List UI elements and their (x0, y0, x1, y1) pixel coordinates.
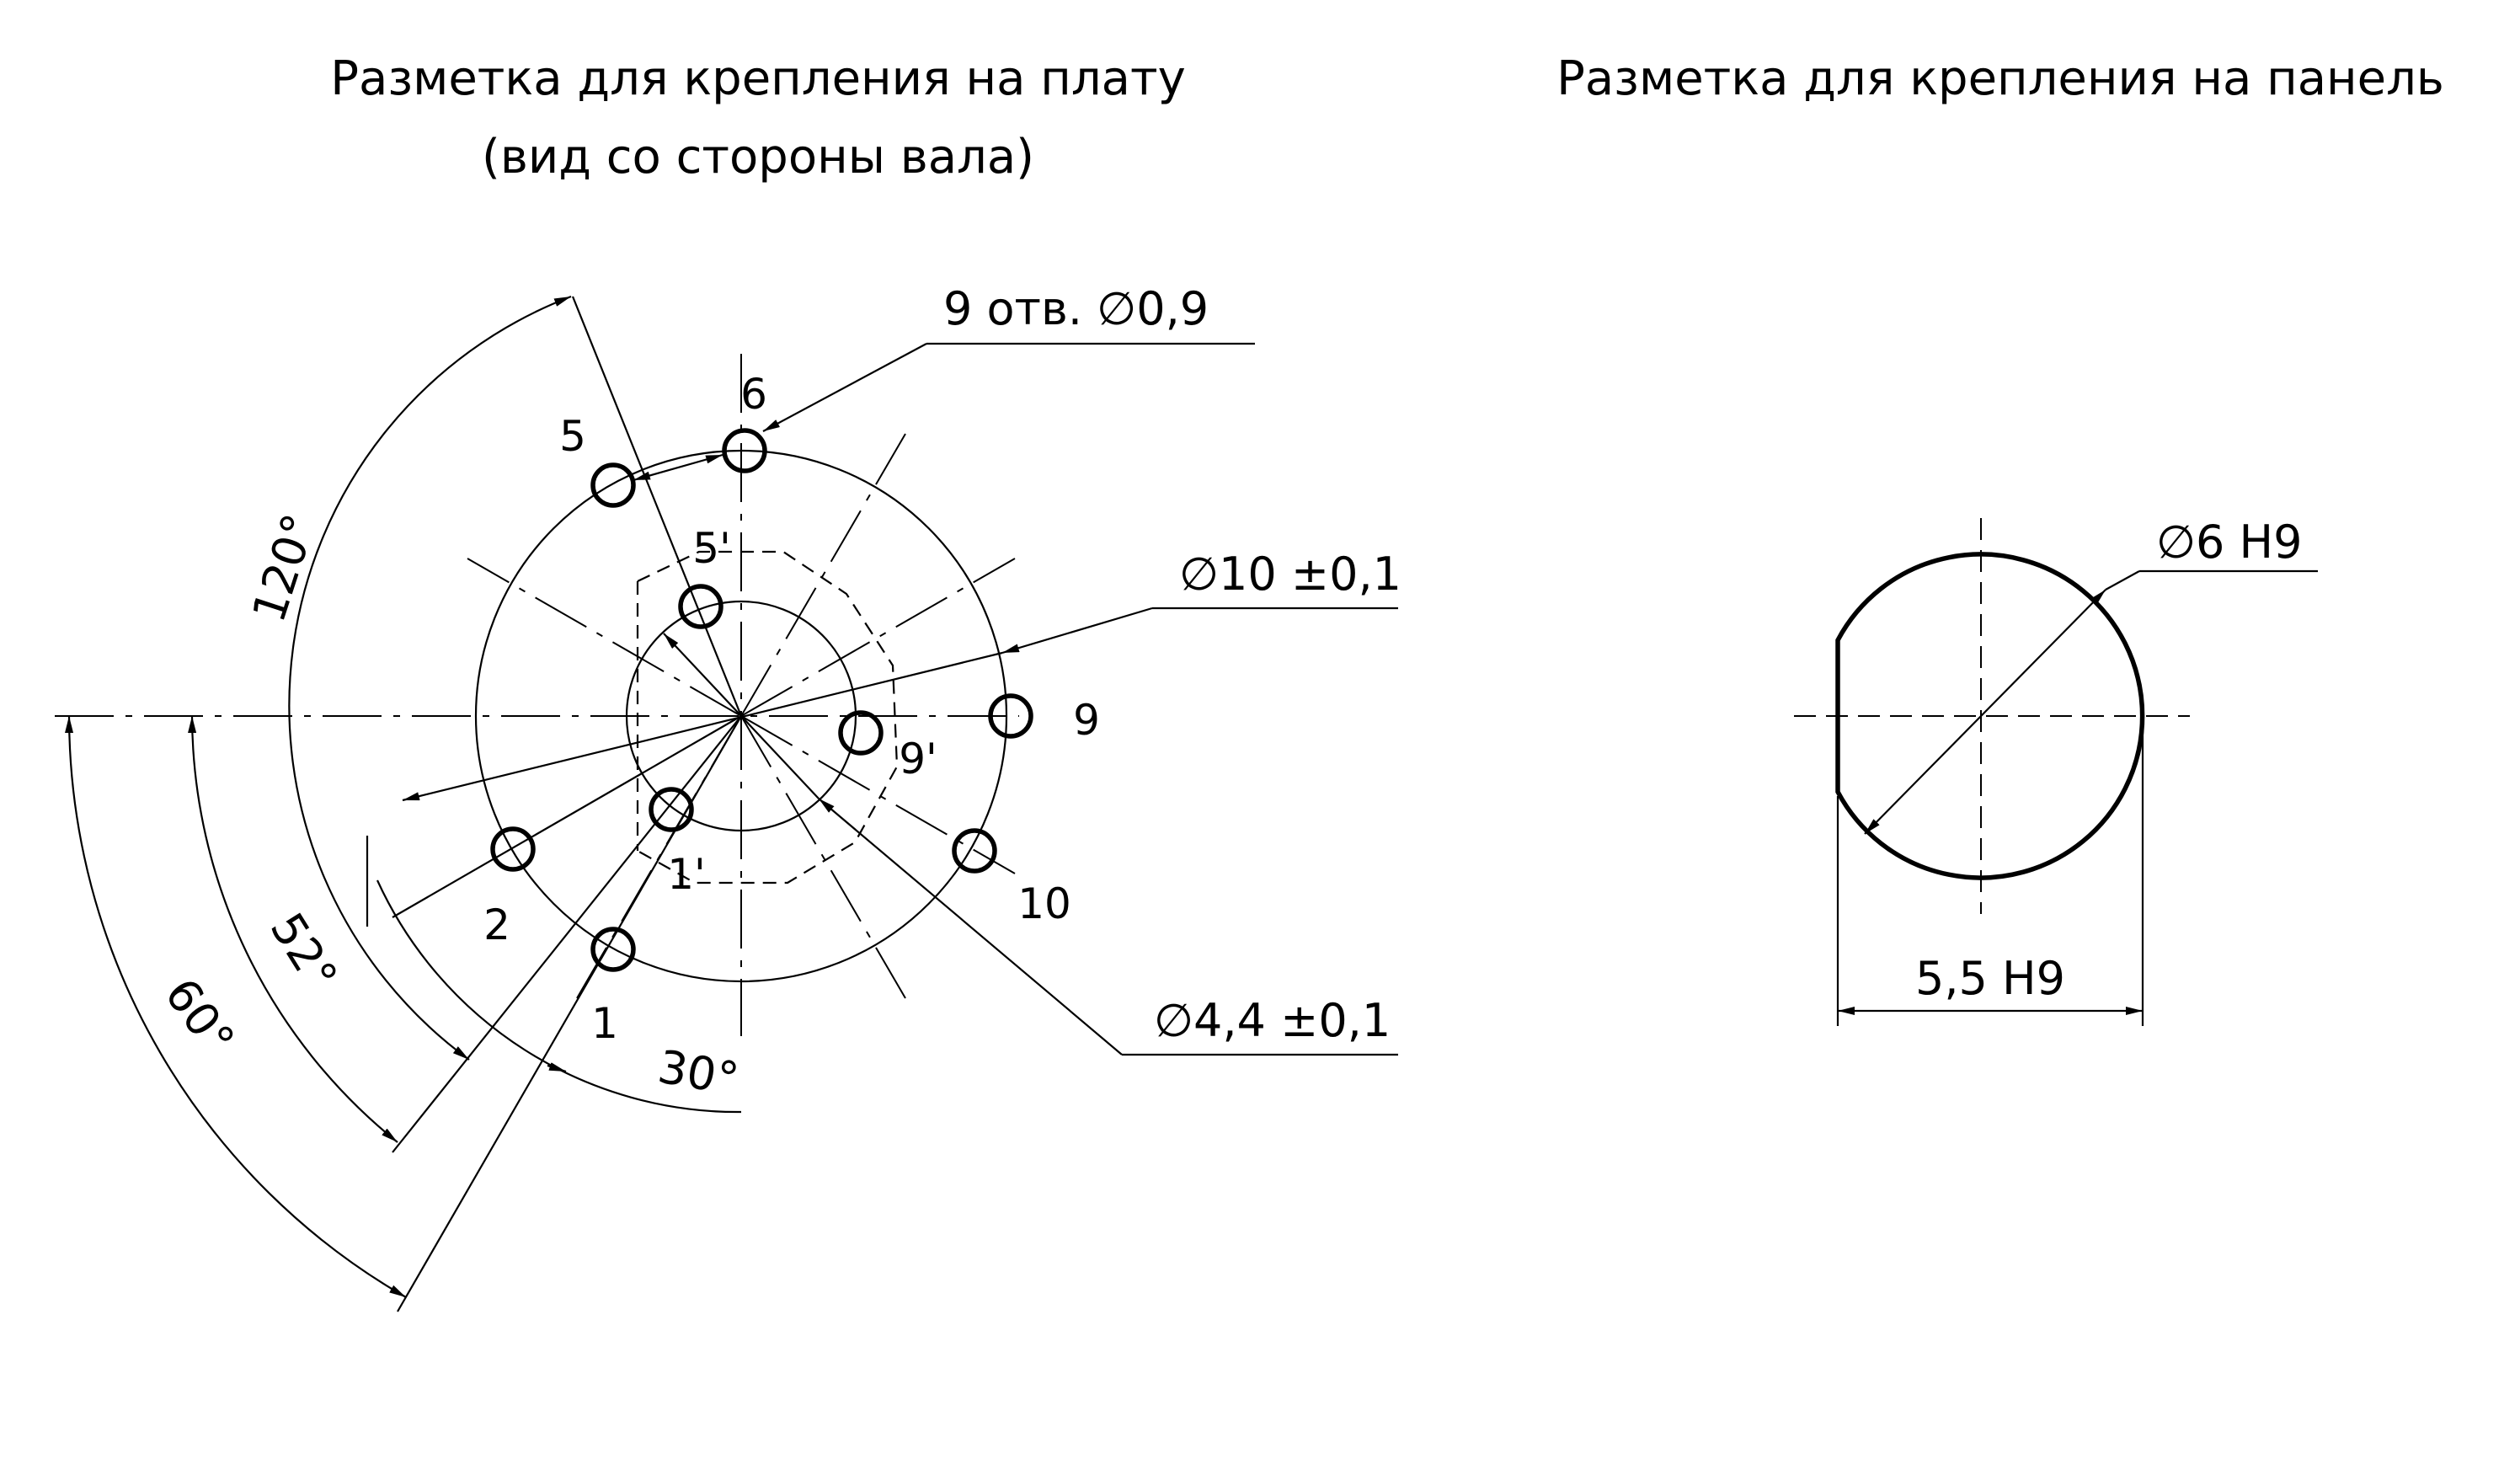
hole-1p (651, 789, 691, 830)
angle-120-label: 120° (242, 507, 327, 628)
d6-label: ∅6 H9 (2156, 516, 2303, 569)
panel-title: Разметка для крепления на панель (1556, 51, 2444, 106)
hidden-contour (638, 552, 897, 883)
hole-9p (841, 713, 881, 753)
hole-labels (483, 370, 1100, 1048)
titles (330, 51, 2444, 184)
board-subtitle: (вид со стороны вала) (481, 130, 1035, 184)
board-layout (55, 282, 1401, 1312)
hole-5p (681, 586, 721, 627)
hole-label-2: 2 (483, 901, 510, 949)
hole-label-6: 6 (740, 370, 767, 419)
w55-label: 5,5 H9 (1914, 952, 2066, 1005)
holes-spec-label: 9 отв. ∅0,9 (943, 282, 1209, 335)
hole-5 (593, 465, 633, 505)
hole-label-1: 1 (591, 999, 618, 1048)
hole-label-5p: 5' (692, 524, 731, 573)
hole-2 (493, 829, 533, 869)
hole-label-5: 5 (559, 412, 586, 461)
panel-layout (1794, 516, 2318, 1026)
holes-spec-leader (763, 282, 1255, 431)
board-title: Разметка для крепления на плату (330, 51, 1186, 106)
angle-60-label: 60° (154, 968, 245, 1066)
angle-60-arc (69, 716, 406, 1297)
hole-label-9p: 9' (899, 735, 937, 783)
extension-lines (367, 297, 741, 1312)
hole-label-9: 9 (1073, 696, 1100, 745)
angle-52-label: 52° (259, 903, 348, 1001)
d10-label: ∅10 ±0,1 (1179, 548, 1402, 601)
angle-30-label: 30° (654, 1039, 743, 1107)
hole-label-10: 10 (1017, 879, 1071, 928)
hole-label-1p: 1' (667, 850, 706, 899)
d44-label: ∅4,4 ±0,1 (1154, 994, 1391, 1047)
